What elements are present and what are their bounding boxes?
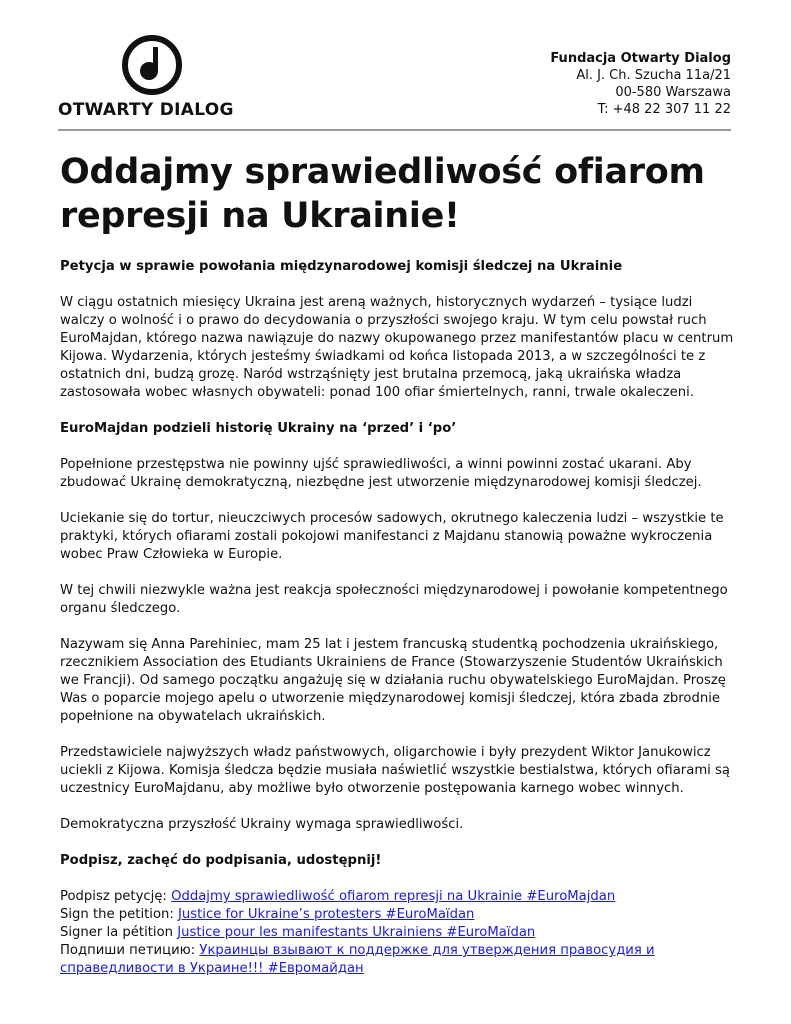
petition-subtitle: Petycja w sprawie powołania międzynarodowej komisji śledczej na Ukrainie <box>60 259 623 274</box>
section-heading: EuroMajdan podzieli historię Ukrainy na ‘przed’ i ‘po’ <box>60 421 457 436</box>
petition-link-fr[interactable]: Justice pour les manifestants Ukrainiens #EuroMaïdan <box>177 925 536 940</box>
logo <box>58 34 248 124</box>
page-title: Oddajmy sprawiedliwość ofiarom represji na Ukrainie! <box>60 152 705 236</box>
link-prefix: Подпиши петицию: <box>60 943 200 958</box>
petition-link-ru-row <box>60 942 740 978</box>
paragraph-6: Przedstawiciele najwyższych władz państwowych, oligarchowie i były prezydent Wiktor Janukowicz uciekli z Kijowa. Komisja śledcza będzie musiała naświetlić wszystkie bestialstwa, których ofiarami są uczestnicy EuroMajdanu, aby możliwe było otworzenie postępowania karnego wobec winnych. <box>60 745 730 796</box>
address-line2: 00-580 Warszawa <box>615 85 731 100</box>
header-divider <box>58 129 731 131</box>
logo-wordmark: OTWARTY DIALOG <box>58 100 234 120</box>
paragraph-5: Nazywam się Anna Parehiniec, mam 25 lat i jestem francuską studentką pochodzenia ukraińskiego, rzecznikiem Association des Etudiants Ukrainiens de France (Stowarzyszenie Studentów Ukraińskich we Francji). Od samego początku angażuję się w działania ruchu obywatelskiego EuroMajdan. Proszę Was o poparcie mojego apelu o utworzenie międzynarodowej komisji śledczej, która zbada zbrodnie popełnione na obywatelach ukraińskich. <box>60 637 726 724</box>
paragraph-1: W ciągu ostatnich miesięcy Ukraina jest areną ważnych, historycznych wydarzeń – tysiące ludzi walczy o wolność i o prawo do decydowania o przyszłości swojego kraju. W tym celu powstał ruch EuroMajdan, którego nazwa nawiązuje do nazwy okupowanego przez manifestantów placu w centrum Kijowa. Wydarzenia, których jesteśmy świadkami od końca listopada 2013, a w szczególności te z ostatnich dni, budzą grozę. Naród wstrząśnięty jest brutalna przemocą, jaką ukraińska władza zastosowała wobec własnych obywateli: ponad 100 ofiar śmiertelnych, ranni, trwale okaleczeni. <box>60 295 734 400</box>
org-name: Fundacja Otwarty Dialog <box>550 51 731 66</box>
petition-links <box>60 888 740 978</box>
phone: T: +48 22 307 11 22 <box>597 102 731 117</box>
petition-link-pl-row <box>60 888 740 906</box>
dialog-logo-icon <box>121 34 183 96</box>
petition-link-en-row <box>60 906 740 924</box>
link-prefix: Sign the petition: <box>60 907 179 922</box>
petition-link-en[interactable]: Justice for Ukraine’s protesters #EuroMaïdan <box>178 907 475 922</box>
link-prefix: Signer la pétition <box>60 925 178 940</box>
paragraph-2: Popełnione przestępstwa nie powinny ujść sprawiedliwości, a winni powinni zostać ukarani. Aby zbudować Ukrainę demokratyczną, niezbędne jest utworzenie międzynarodowej komisji śledczej. <box>60 457 702 490</box>
petition-link-pl[interactable]: Oddajmy sprawiedliwość ofiarom represji na Ukrainie #EuroMajdan <box>171 889 616 904</box>
call-to-action: Podpisz, zachęć do podpisania, udostępnij! <box>60 853 382 868</box>
address-line1: Al. J. Ch. Szucha 11a/21 <box>576 68 731 83</box>
paragraph-7: Demokratyczna przyszłość Ukrainy wymaga sprawiedliwości. <box>60 817 464 832</box>
address-block <box>550 50 731 118</box>
paragraph-4: W tej chwili niezwykle ważna jest reakcja społeczności międzynarodowej i powołanie kompetentnego organu śledczego. <box>60 583 728 616</box>
document-body <box>60 150 740 978</box>
paragraph-3: Uciekanie się do tortur, nieuczciwych procesów sadowych, okrutnego kaleczenia ludzi – wszystkie te praktyki, których ofiarami zostali pokojowi manifestanci z Majdanu stanowią poważne wykroczenia wobec Praw Człowieka w Europie. <box>60 511 724 562</box>
petition-link-ru[interactable]: Украинцы взывают к поддержке для утверждения правосудия и справедливости в Украине!!! #Евромайдан <box>60 943 655 976</box>
link-prefix: Podpisz petycję: <box>60 889 172 904</box>
petition-link-fr-row <box>60 924 740 942</box>
